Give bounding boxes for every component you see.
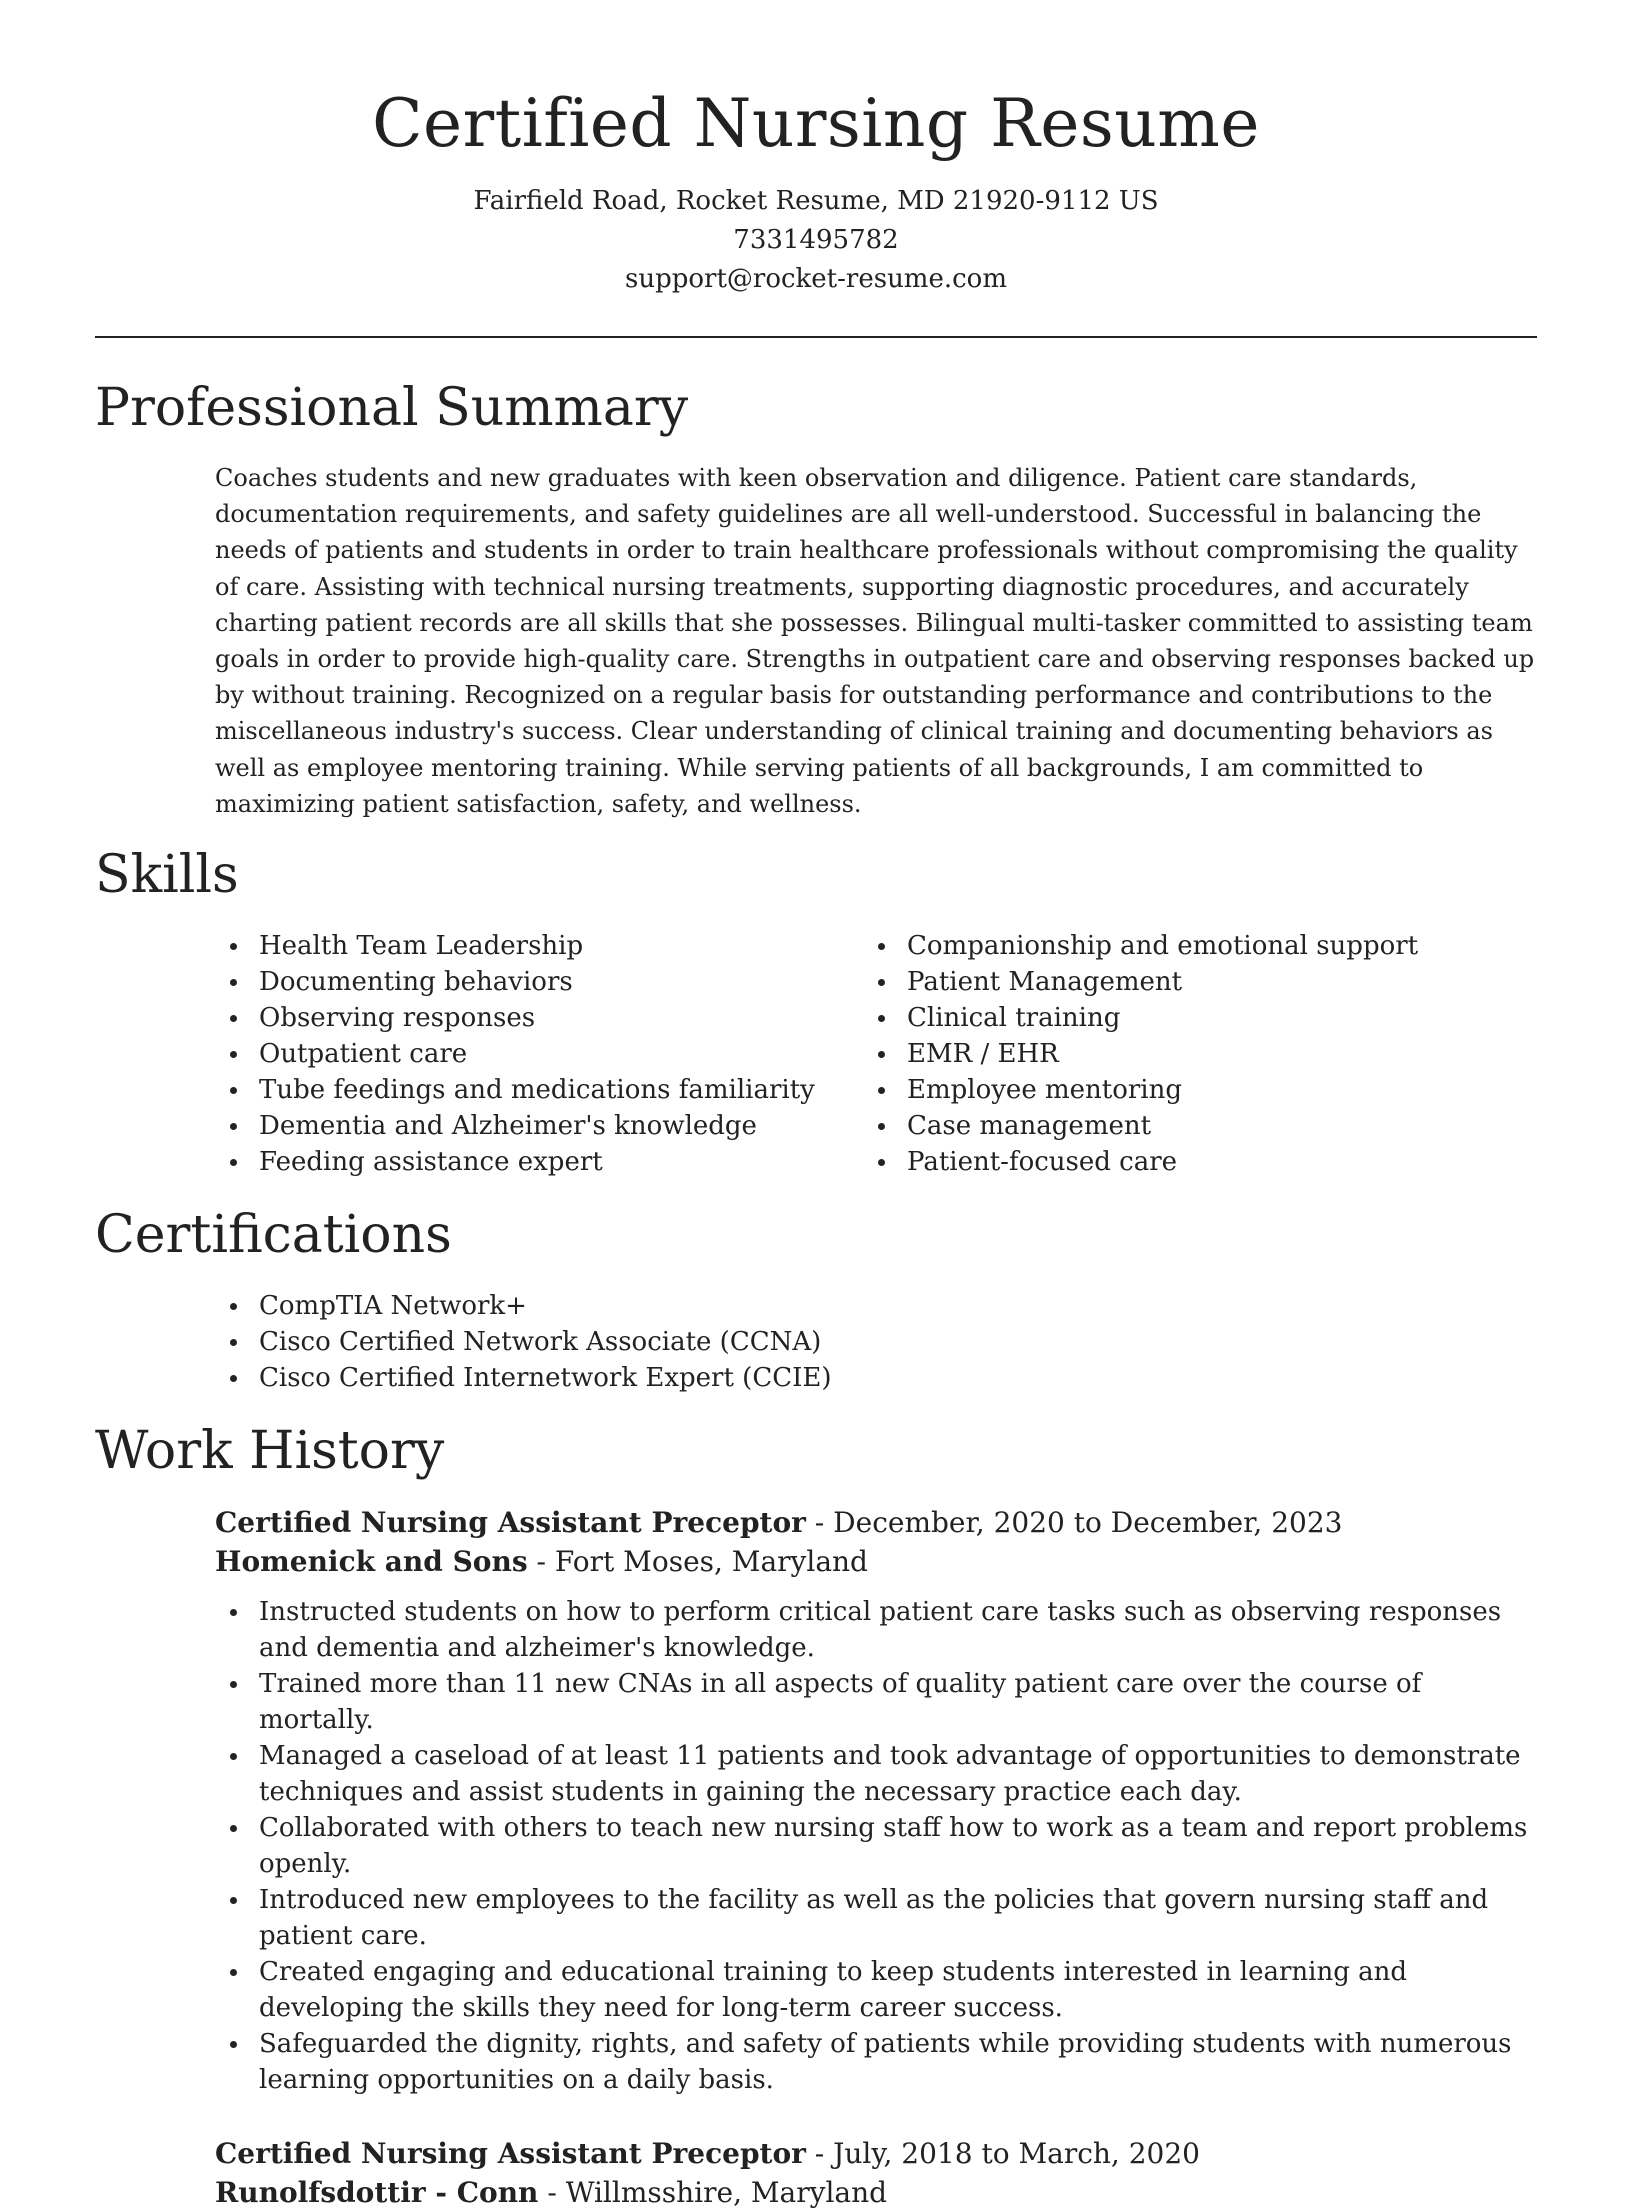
job-duty-item: Trained more than 11 new CNAs in all aspects of quality patient care over the course of mortally. bbox=[215, 1666, 1537, 1738]
job-duty-item: Instructed students on how to perform critical patient care tasks such as observing responses and dementia and alzheimer's knowledge. bbox=[215, 1594, 1537, 1666]
job-title-line bbox=[215, 2134, 1537, 2173]
work-history-section bbox=[95, 1421, 1537, 2212]
certifications-list bbox=[215, 1288, 1537, 1396]
job-company: Homenick and Sons bbox=[215, 1545, 528, 1579]
skill-item: Companionship and emotional support bbox=[863, 928, 1511, 964]
job-entry bbox=[215, 2134, 1537, 2212]
contact-phone: 7331495782 bbox=[733, 225, 899, 255]
skill-item: Dementia and Alzheimer's knowledge bbox=[215, 1108, 863, 1144]
skill-item: Tube feedings and medications familiarity bbox=[215, 1072, 863, 1108]
job-separator: - bbox=[538, 2176, 566, 2210]
job-separator: - bbox=[805, 2137, 834, 2171]
certifications-section bbox=[95, 1205, 1537, 1396]
job-duty-item: Safeguarded the dignity, rights, and safety of patients while providing students with numerous learning opportunities on a daily basis. bbox=[215, 2026, 1537, 2098]
job-role: Certified Nursing Assistant Preceptor bbox=[215, 2137, 806, 2171]
contact-email: support@rocket-resume.com bbox=[624, 264, 1007, 294]
job-company-line bbox=[215, 2173, 1537, 2212]
job-separator: - bbox=[527, 1545, 555, 1579]
skills-grid bbox=[215, 928, 1537, 1180]
skill-item: Documenting behaviors bbox=[215, 964, 863, 1000]
summary-text: Coaches students and new graduates with keen observation and diligence. Patient care standards, documentation requirements, and safety guidelines are all well-understood. Successful in balancing the needs of patients and students in order to train healthcare professionals without compromising the quality of care. Assisting with technical nursing treatments, supporting diagnostic procedures, and accurately charting patient records are all skills that she possesses. Bilingual multi-tasker committed to assisting team goals in order to provide high-quality care. Strengths in outpatient care and observing responses backed up by without training. Recognized on a regular basis for outstanding performance and contributions to the miscellaneous industry's success. Clear understanding of clinical training and documenting behaviors as well as employee mentoring training. While serving patients of all backgrounds, I am committed to maximizing patient satisfaction, safety, and wellness. bbox=[215, 464, 1535, 818]
skill-item: Patient Management bbox=[863, 964, 1511, 1000]
skill-item: Employee mentoring bbox=[863, 1072, 1511, 1108]
skill-item: EMR / EHR bbox=[863, 1036, 1511, 1072]
skill-item: Outpatient care bbox=[215, 1036, 863, 1072]
job-duties-list bbox=[215, 1594, 1537, 2098]
job-duty-item: Collaborated with others to teach new nursing staff how to work as a team and report problems openly. bbox=[215, 1810, 1537, 1882]
certification-item: Cisco Certified Network Associate (CCNA) bbox=[215, 1324, 1537, 1360]
job-duty-item: Created engaging and educational training to keep students interested in learning and developing the skills they need for long-term career success. bbox=[215, 1954, 1537, 2026]
job-separator: - bbox=[805, 1506, 834, 1540]
certification-item: Cisco Certified Internetwork Expert (CCIE) bbox=[215, 1360, 1537, 1396]
work-history-heading: Work History bbox=[95, 1421, 445, 1482]
resume-header bbox=[95, 80, 1537, 299]
header-divider bbox=[95, 336, 1537, 338]
job-duty-item: Managed a caseload of at least 11 patients and took advantage of opportunities to demonstrate techniques and assist students in gaining the necessary practice each day. bbox=[215, 1738, 1537, 1810]
skill-item: Observing responses bbox=[215, 1000, 863, 1036]
resume-title: Certified Nursing Resume bbox=[372, 85, 1260, 162]
certifications-heading: Certifications bbox=[95, 1205, 452, 1266]
job-duty-item: Introduced new employees to the facility as well as the policies that govern nursing staff and patient care. bbox=[215, 1882, 1537, 1954]
skill-item: Clinical training bbox=[863, 1000, 1511, 1036]
skill-item: Case management bbox=[863, 1108, 1511, 1144]
contact-address: Fairfield Road, Rocket Resume, MD 21920-9112 US bbox=[473, 186, 1159, 216]
job-dates: July, 2018 to March, 2020 bbox=[833, 2137, 1200, 2171]
skill-item: Health Team Leadership bbox=[215, 928, 863, 964]
job-dates: December, 2020 to December, 2023 bbox=[833, 1506, 1343, 1540]
job-location: Willmsshire, Maryland bbox=[565, 2176, 888, 2210]
job-location: Fort Moses, Maryland bbox=[554, 1545, 868, 1579]
skills-list-left bbox=[215, 928, 863, 1180]
job-entry bbox=[215, 1503, 1537, 2098]
job-title-line bbox=[215, 1503, 1537, 1542]
certification-item: CompTIA Network+ bbox=[215, 1288, 1537, 1324]
skills-list-right bbox=[863, 928, 1511, 1180]
job-role: Certified Nursing Assistant Preceptor bbox=[215, 1506, 806, 1540]
job-company: Runolfsdottir - Conn bbox=[215, 2176, 539, 2210]
skills-heading: Skills bbox=[95, 845, 239, 906]
skill-item: Patient-focused care bbox=[863, 1144, 1511, 1180]
summary-section bbox=[95, 378, 1537, 822]
job-company-line bbox=[215, 1542, 1537, 1581]
skill-item: Feeding assistance expert bbox=[215, 1144, 863, 1180]
skills-section bbox=[95, 845, 1537, 1180]
summary-heading: Professional Summary bbox=[95, 378, 689, 438]
